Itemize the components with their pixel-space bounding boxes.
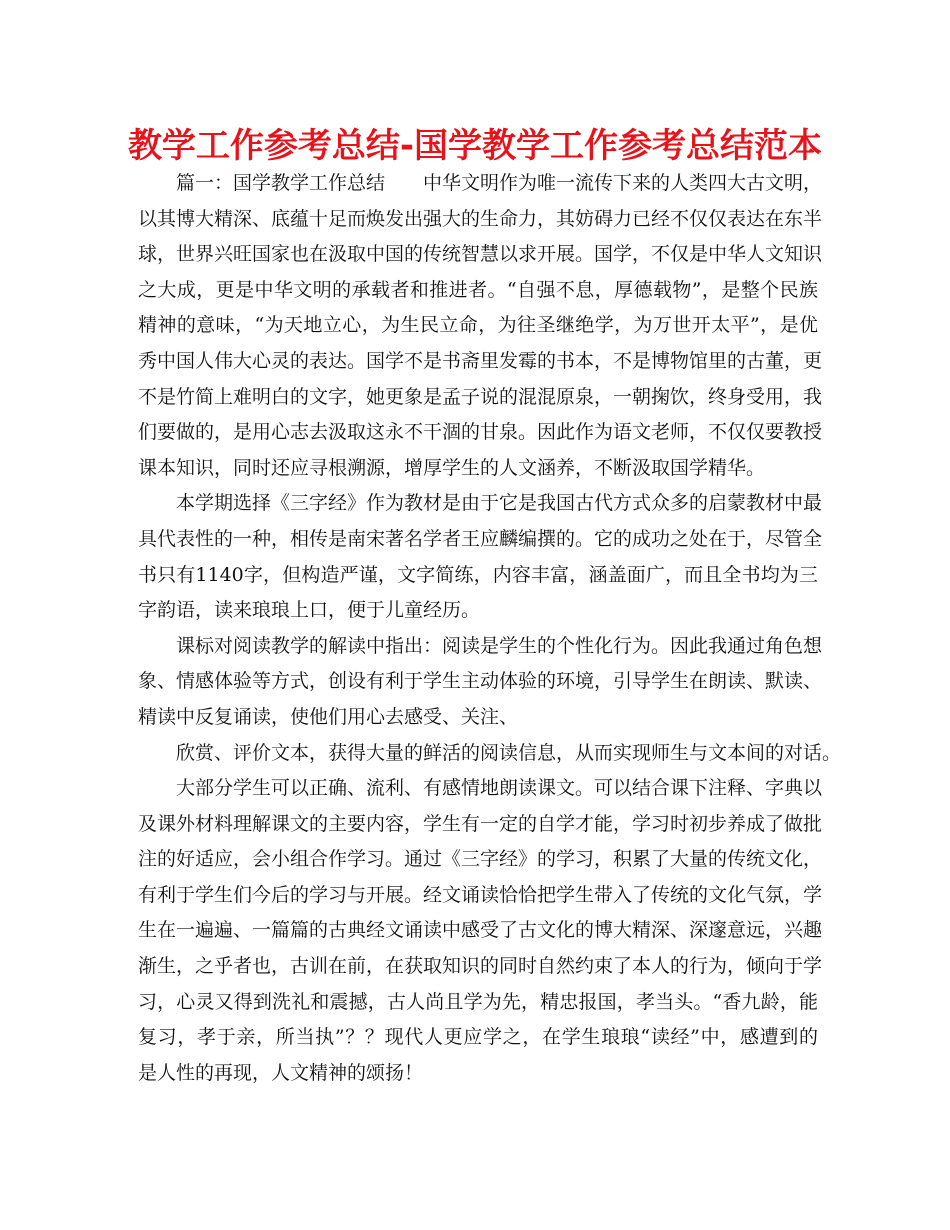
text-line: 课标对阅读教学的解读中指出：阅读是学生的个性化行为。因此我通过角色想: [176, 634, 823, 657]
text-line: 秀中国人伟大心灵的表达。国学不是书斋里发霉的书本，不是博物馆里的古董，更: [138, 349, 823, 372]
text-line: 生在一遍遍、一篇篇的古典经文诵读中感受了古文化的博大精深、深邃意远，兴趣: [138, 919, 823, 942]
text-line: 本学期选择《三字经》作为教材是由于它是我国古代方式众多的启蒙教材中最: [176, 492, 823, 515]
text-line: 注的好适应，会小组合作学习。通过《三字经》的学习，积累了大量的传统文化，: [138, 848, 823, 871]
text-line: 有利于学生们今后的学习与开展。经文诵读恰恰把学生带入了传统的文化气氛，学: [138, 883, 823, 906]
text-line: 及课外材料理解课文的主要内容，学生有一定的自学才能，学习时初步养成了做批: [138, 812, 823, 835]
text-line: 字韵语，读来琅琅上口，便于儿童经历。: [138, 599, 481, 622]
text-line: 精神的意味，“为天地立心，为生民立命，为往圣继绝学，为万世开太平”，是优: [138, 314, 818, 337]
document-body: [138, 166, 842, 1091]
text-line: 渐生，之乎者也，古训在前，在获取知识的同时自然约束了本人的行为，倾向于学: [138, 955, 823, 978]
text-line: 课本知识，同时还应寻根溯源，增厚学生的人文涵养，不断汲取国学精华。: [138, 456, 766, 479]
text-line: 精读中反复诵读，使他们用心去感受、关注、: [138, 705, 519, 728]
text-line: 象、情感体验等方式，创设有利于学生主动体验的环境，引导学生在朗读、默读、: [138, 670, 823, 693]
text-line: 们要做的，是用心志去汲取这永不干涸的甘泉。因此作为语文老师，不仅仅要教授: [138, 421, 823, 444]
text-line: 具代表性的一种，相传是南宋著名学者王应麟编撰的。它的成功之处在于，尽管全: [138, 527, 823, 550]
text-line: 不是竹简上难明白的文字，她更象是孟子说的混混原泉，一朝掬饮，终身受用，我: [138, 385, 823, 408]
text-line: 以其博大精深、底蕴十足而焕发出强大的生命力，其妨碍力已经不仅仅表达在东半: [138, 207, 823, 230]
text-line: 习，心灵又得到洗礼和震撼，古人尚且学为先，精忠报国，孝当头。“香九龄，能: [138, 990, 818, 1013]
text-line: 之大成，更是中华文明的承载者和推进者。“自强不息，厚德载物”，是整个民族: [138, 278, 818, 301]
text-line: 书只有1140字，但构造严谨，文字简练，内容丰富，涵盖面广，而且全书均为三: [138, 563, 818, 586]
text-line: 复习，孝于亲，所当执”？？现代人更应学之，在学生琅琅“读经”中，感遭到的: [138, 1026, 818, 1049]
text-line: 欣赏、评价文本，获得大量的鲜活的阅读信息，从而实现师生与文本间的对话。: [176, 741, 842, 764]
text-line: 是人性的再现，人文精神的颂扬！: [138, 1061, 424, 1084]
text-line: 大部分学生可以正确、流利、有感情地朗读课文。可以结合课下注释、字典以: [176, 777, 823, 800]
document-title: 教学工作参考总结-国学教学工作参考总结范本: [127, 126, 823, 166]
text-line: 篇一：国学教学工作总结 中华文明作为唯一流传下来的人类四大古文明，: [176, 172, 823, 194]
text-line: 球，世界兴旺国家也在汲取中国的传统智慧以求开展。国学，不仅是中华人文知识: [138, 243, 823, 266]
